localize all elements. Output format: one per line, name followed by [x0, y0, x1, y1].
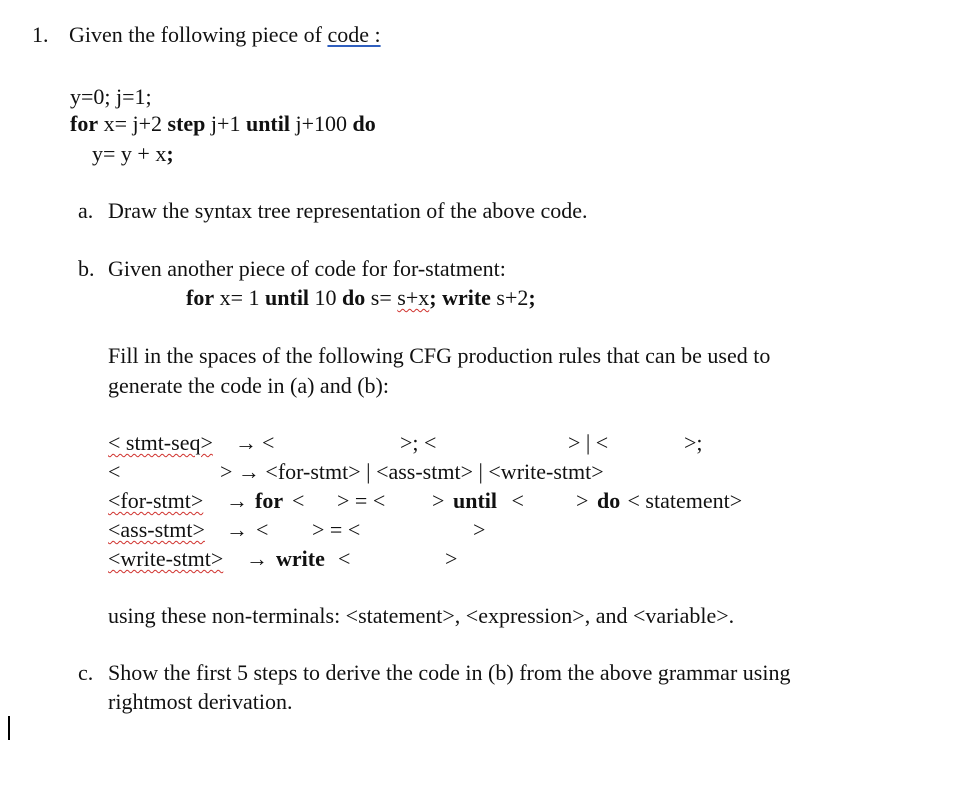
part-b-code-segment: do [342, 285, 366, 310]
rule3-keyword-until: until [453, 488, 498, 513]
rule3-keyword-for: for [255, 488, 284, 513]
rule5-arrow: → [246, 546, 268, 571]
code-a-line2 [70, 113, 376, 135]
rule1-separator1: >; < [400, 430, 437, 455]
part-b-code-segment: 10 [309, 285, 343, 310]
code-a-line3-semicolon: ; [166, 141, 174, 166]
rule3-blank-close: > [432, 488, 450, 513]
part-b-code-segment: for [186, 285, 215, 310]
part-b-code-segment: ; [528, 285, 536, 310]
part-b-code-segment: s= [365, 285, 398, 310]
code-a-line2-segment: until [245, 111, 290, 136]
rule3-arrow: → [226, 488, 248, 513]
rule4-blank-open: < [256, 517, 269, 542]
question-intro-link: code : [327, 22, 381, 47]
rule4-equals: > = < [312, 517, 361, 542]
rule5-blank-open: < [338, 546, 351, 571]
question-intro-text: Given the following piece of [69, 22, 328, 47]
nonterminals-note: using these non-terminals: <statement>, <expression>, and <variable>. [108, 603, 735, 628]
part-c-line1: Show the first 5 steps to derive the code in (b) from the above grammar using [108, 660, 791, 685]
code-a-line1: y=0; j=1; [70, 84, 152, 109]
code-a-line2-segment: j+1 [205, 111, 246, 136]
part-c-label: c. [78, 660, 94, 685]
rule1-lhs: < stmt-seq> [108, 430, 213, 455]
rule2-alternatives: > → <for-stmt> | <ass-stmt> | <write-stmt> [220, 459, 604, 484]
code-a-line2-segment: do [352, 111, 376, 136]
code-a-line2-segment: j+100 [289, 111, 353, 136]
fill-instruction-line2: generate the code in (a) and (b): [108, 373, 389, 398]
rule3-equals: > = < [337, 488, 386, 513]
part-b-text: Given another piece of code for for-statment: [108, 256, 506, 281]
rule3-blank-close2: > [576, 488, 594, 513]
part-b-code-segment: s+2 [490, 285, 529, 310]
rule1-separator2: > | < [568, 430, 609, 455]
part-b-code-segment: ; [429, 285, 443, 310]
code-a-line2-segment: x= j+2 [98, 111, 168, 136]
rule3-lhs: <for-stmt> [108, 488, 204, 513]
code-a-line2-segment: step [167, 111, 206, 136]
rule5-blank-close: > [445, 546, 458, 571]
part-c-line2: rightmost derivation. [108, 689, 293, 714]
part-b-code-segment: s+x [397, 285, 430, 310]
code-a-line3-plain: y= y + x [92, 141, 167, 166]
text-cursor [8, 716, 10, 740]
part-b-code-segment: x= 1 [214, 285, 266, 310]
fill-instruction-line1: Fill in the spaces of the following CFG production rules that can be used to [108, 343, 771, 368]
rule4-lhs: <ass-stmt> [108, 517, 205, 542]
rule2-blank-open: < [108, 459, 121, 484]
rule3-statement: < statement> [622, 488, 743, 513]
question-intro [69, 24, 381, 46]
part-b-label: b. [78, 256, 95, 281]
part-a-label: a. [78, 198, 94, 223]
code-a-line2-segment: for [70, 111, 99, 136]
rule3-blank-open2: < [506, 488, 524, 513]
question-number: 1. [32, 22, 49, 47]
part-b-code-segment: until [265, 285, 310, 310]
rule1-blank-open: < [262, 430, 275, 455]
rule3-keyword-do: do [597, 488, 621, 513]
code-a-line3 [92, 143, 174, 165]
rule5-lhs: <write-stmt> [108, 546, 224, 571]
part-b-code-segment: write [442, 285, 491, 310]
part-a-text: Draw the syntax tree representation of the above code. [108, 198, 588, 223]
part-b-code [186, 287, 536, 309]
rule4-blank-close: > [473, 517, 486, 542]
rule1-arrow: → [235, 430, 257, 455]
rule3-blank-open: < [292, 488, 305, 513]
rule1-end: >; [684, 430, 703, 455]
rule5-keyword-write: write [276, 546, 325, 571]
rule4-arrow: → [226, 517, 248, 542]
